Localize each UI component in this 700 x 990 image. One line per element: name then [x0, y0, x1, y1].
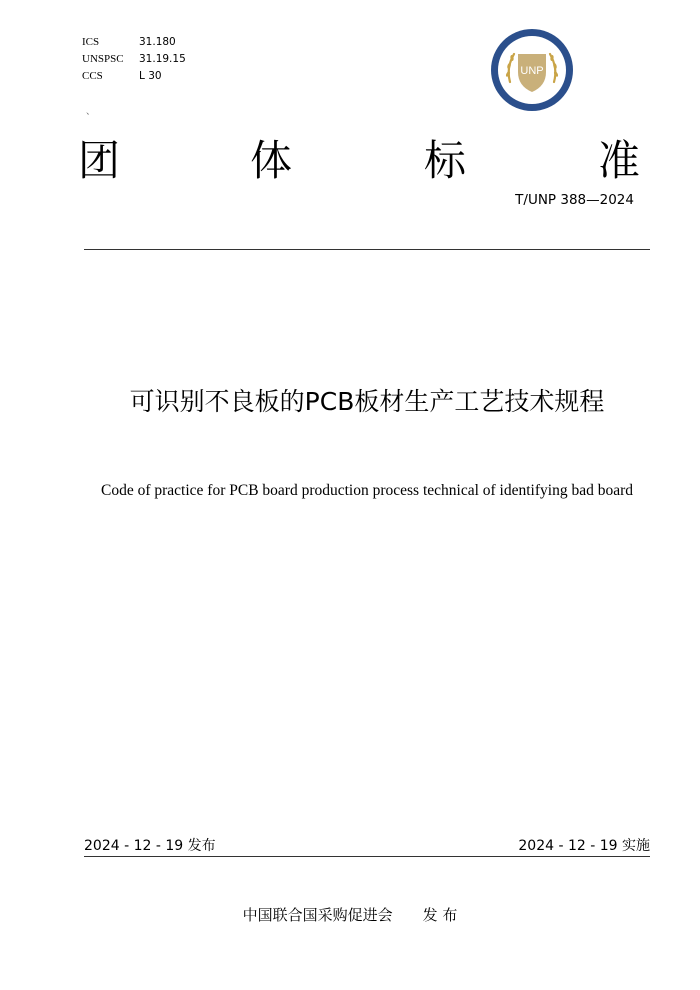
heading-char: 准 [598, 136, 641, 185]
group-standard-heading [78, 133, 648, 193]
issue-date: 2024 - 12 - 19 发布 [84, 838, 216, 854]
ics-row [82, 34, 186, 51]
heading-char: 团 [78, 136, 121, 185]
bottom-divider [84, 856, 650, 857]
title-english: Code of practice for PCB board production process technical of identifying bad board [100, 482, 633, 499]
unp-logo [488, 26, 576, 114]
standard-number: T/UNP 388—2024 [515, 192, 634, 208]
implementation-date: 2024 - 12 - 19 实施 [518, 838, 650, 854]
code-value: 31.180 [139, 36, 176, 48]
top-divider [84, 249, 650, 250]
logo-text: UNP [520, 65, 544, 77]
classification-codes [82, 34, 186, 85]
code-value: L 30 [139, 70, 162, 82]
code-key: ICS [82, 36, 100, 48]
code-key: UNSPSC [82, 53, 124, 65]
publisher-name: 中国联合国采购促进会 [242, 906, 393, 924]
publisher-action: 发 布 [422, 906, 458, 924]
title-chinese: 可识别不良板的PCB板材生产工艺技术规程 [129, 387, 605, 416]
publisher [0, 904, 700, 925]
code-value: 31.19.15 [139, 53, 186, 65]
code-key: CCS [82, 70, 103, 82]
heading-char: 体 [250, 136, 293, 185]
tick-mark: 、 [86, 107, 96, 117]
heading-char: 标 [424, 136, 467, 185]
ccs-row [82, 68, 186, 85]
unspsc-row [82, 51, 186, 68]
